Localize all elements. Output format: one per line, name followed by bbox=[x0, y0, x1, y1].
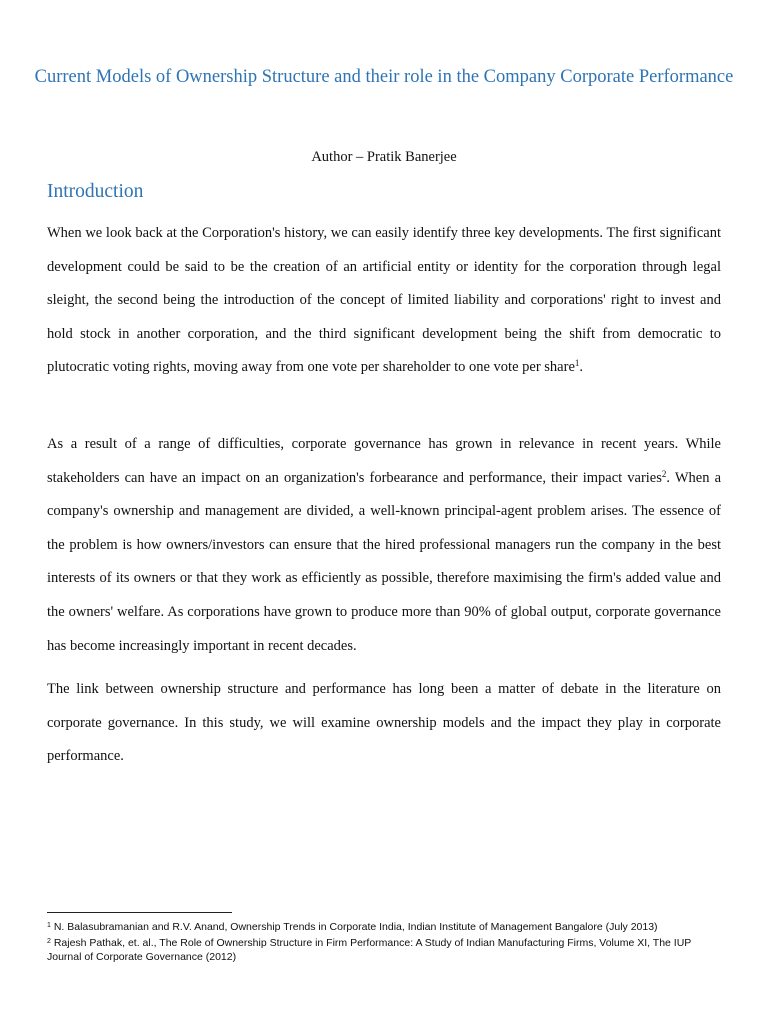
footnotes bbox=[47, 920, 727, 966]
footnote-1-text: N. Balasubramanian and R.V. Anand, Ownership Trends in Corporate India, Indian Institute of Management Bangalore (July 2013) bbox=[50, 921, 658, 933]
paragraph-1-text: When we look back at the Corporation's history, we can easily identify three key developments. The first significant development could be said to be the creation of an artificial entity or identity for the corporation through legal sleight, the second being the introduction of the concept of limited liability and corporations' right to invest and hold stock in another corporation, and the third significant development being the shift from democratic to plutocratic voting rights, moving away from one vote per shareholder to one vote per share bbox=[47, 225, 721, 376]
paragraph-1-end: . bbox=[579, 359, 584, 376]
footnote-ref-1[interactable]: 1 bbox=[574, 358, 580, 369]
footnote-1-mark: 1 bbox=[47, 922, 51, 929]
paragraph-2-end: . When a company's ownership and management are divided, a well-known principal-agent problem arises. The essence of the problem is how owners/investors can ensure that the hired professional managers run the company in the best interests of its owners or that they work as efficiently as possible, therefore maximising the firm's added value and the owners' welfare. As corporations have grown to produce more than 90% of global output, corporate governance has become increasingly important in recent decades. bbox=[47, 469, 722, 654]
footnote-2-text: Rajesh Pathak, et. al., The Role of Ownership Structure in Firm Performance: A Study of Indian Manufacturing Firms, Volume XI, The IUP Journal of Corporate Governance (2012) bbox=[47, 936, 692, 963]
paragraph-3 bbox=[47, 673, 721, 774]
footnote-1 bbox=[47, 920, 727, 935]
paragraph-2 bbox=[47, 428, 721, 663]
paragraph-1 bbox=[47, 217, 721, 385]
footnote-ref-2[interactable]: 2 bbox=[661, 468, 667, 479]
document-title: Current Models of Ownership Structure and their role in the Company Corporate Performance bbox=[34, 67, 734, 87]
footnote-separator bbox=[47, 912, 232, 913]
footnote-2 bbox=[47, 936, 727, 965]
paragraph-3-text: The link between ownership structure and performance has long been a matter of debate in the literature on corporate governance. In this study, we will examine ownership models and the impact they play in corporate performance. bbox=[47, 681, 721, 765]
paragraph-2-text: As a result of a range of difficulties, corporate governance has grown in relevance in recent years. While stakeholders can have an impact on an organization's forbearance and performance, their impact varies bbox=[47, 436, 721, 486]
footnote-2-mark: 2 bbox=[47, 937, 51, 945]
author-line: Author – Pratik Banerjee bbox=[311, 149, 457, 165]
section-heading-introduction: Introduction bbox=[47, 181, 144, 202]
